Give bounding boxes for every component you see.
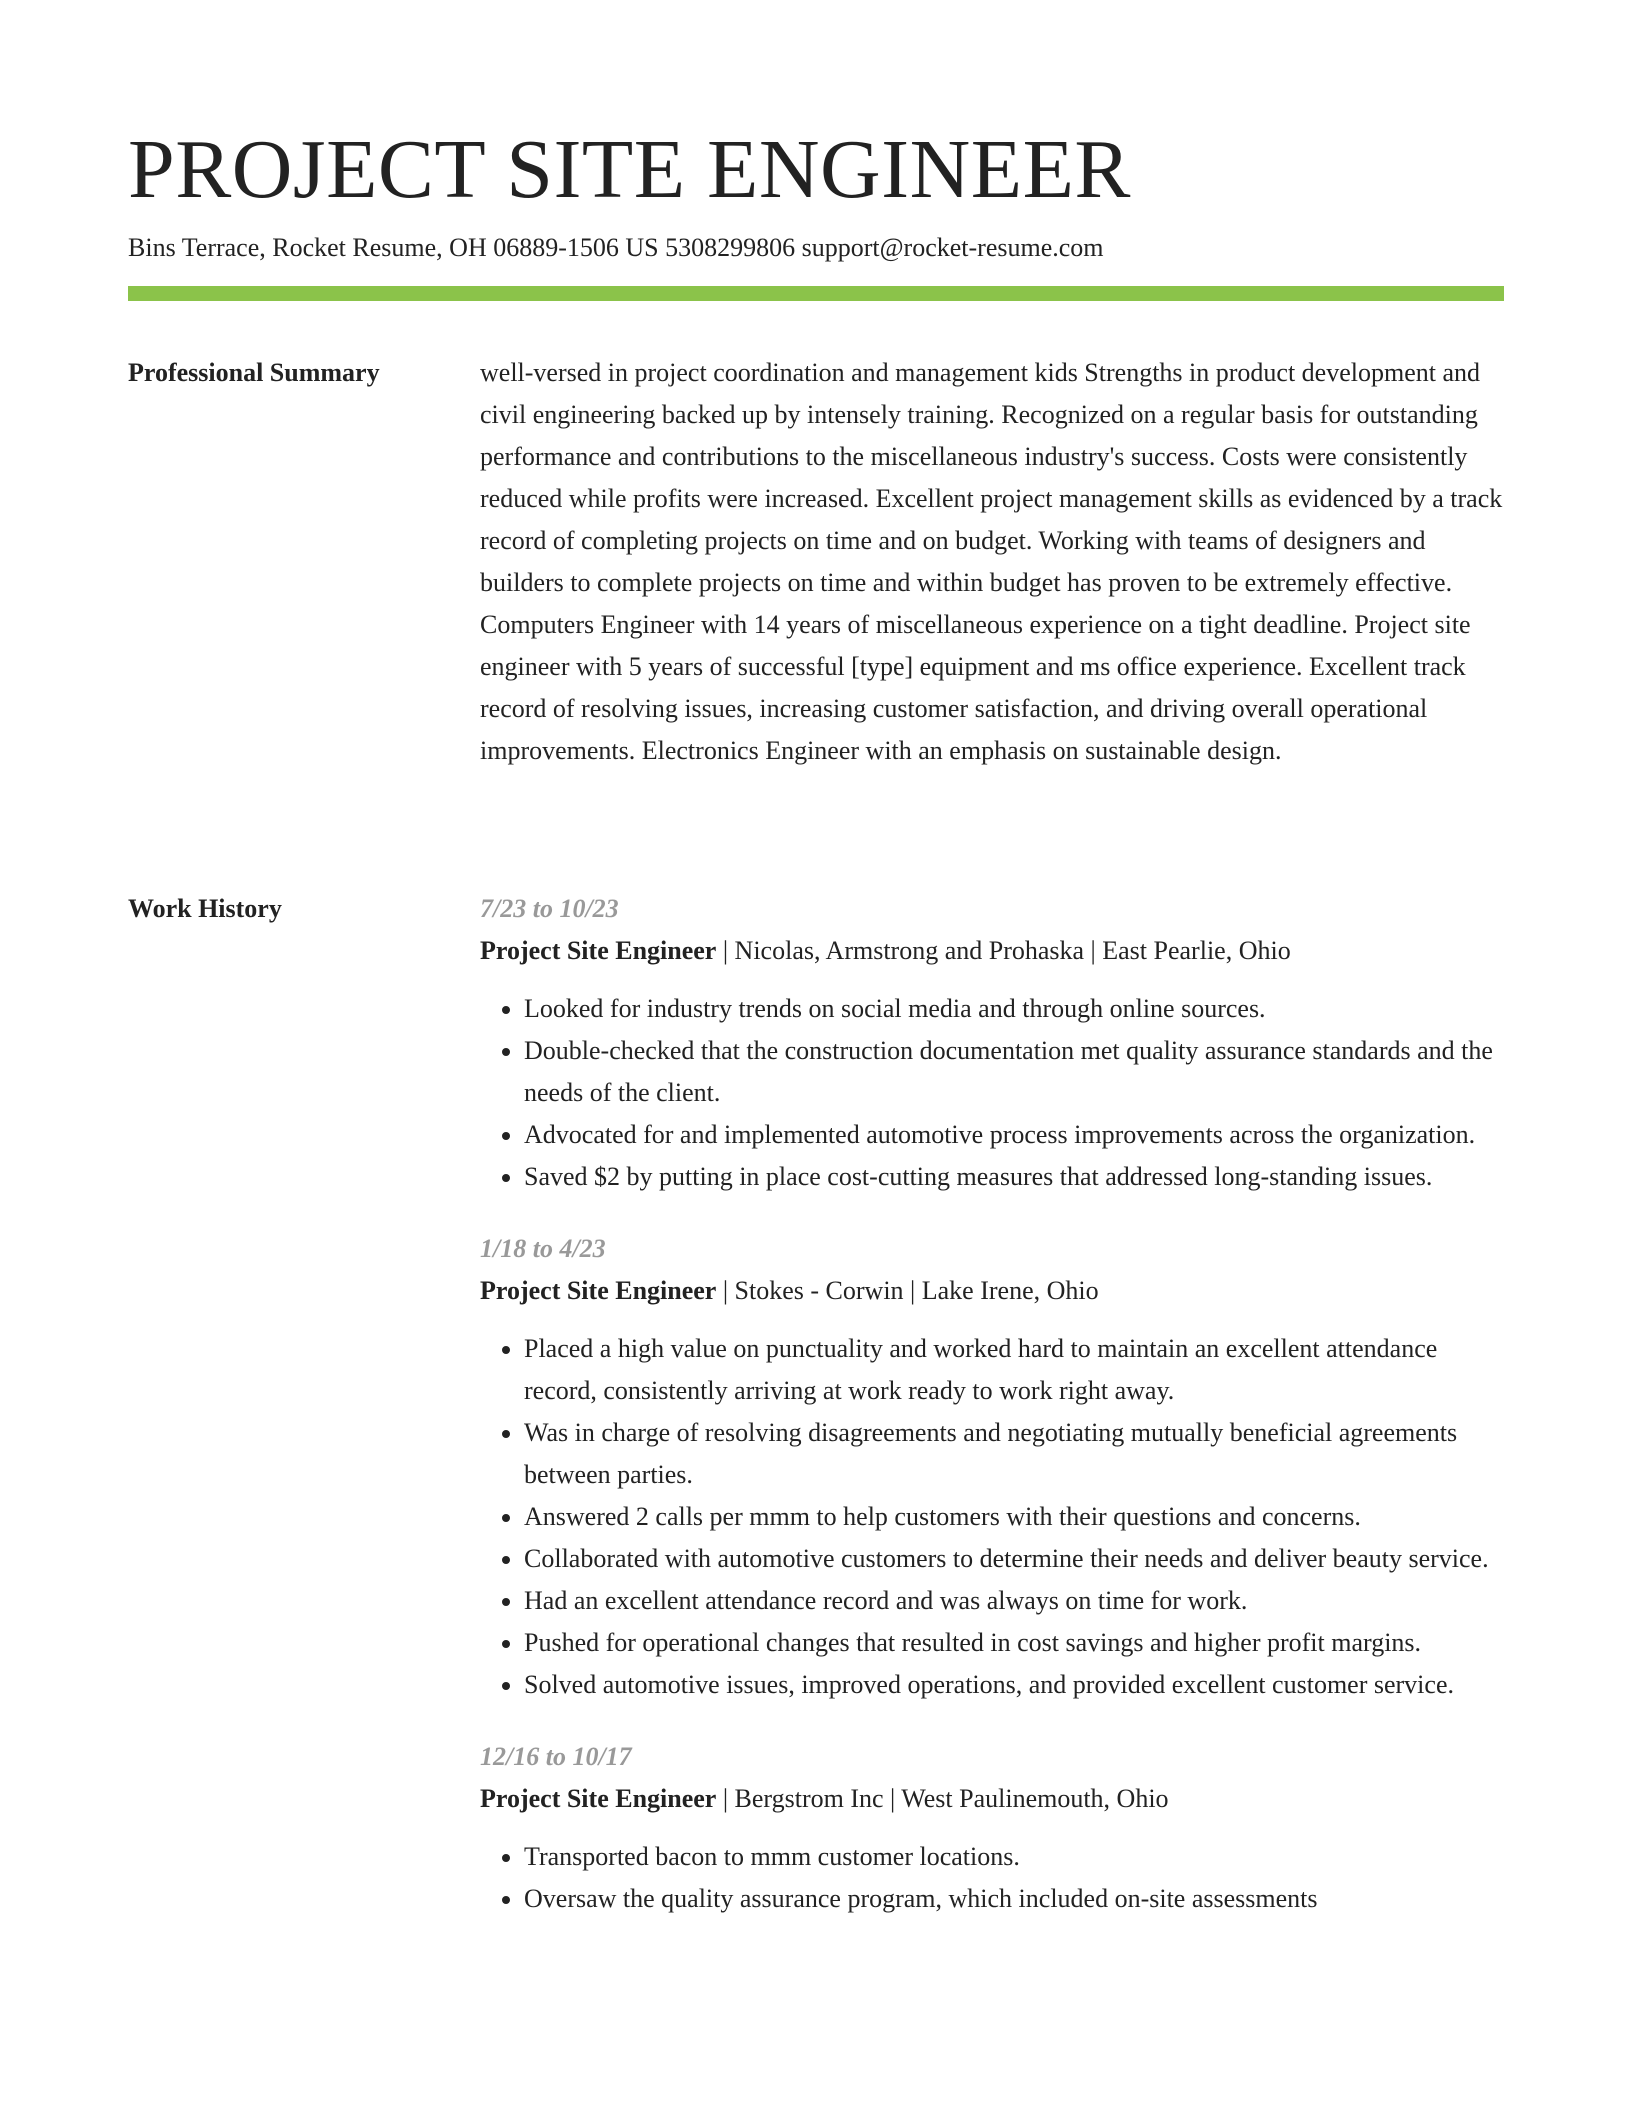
job-bullets bbox=[480, 1836, 1504, 1920]
job-bullets bbox=[480, 988, 1504, 1198]
job-entry bbox=[480, 1228, 1504, 1706]
job-bullet: • Had an excellent attendance record and was always on time for work. bbox=[524, 1580, 1504, 1622]
summary-body bbox=[480, 352, 1504, 772]
job-entry bbox=[480, 888, 1504, 1198]
section-label-summary: Professional Summary bbox=[128, 358, 380, 387]
job-entry bbox=[480, 1736, 1504, 1920]
job-bullet: • Was in charge of resolving disagreements and negotiating mutually beneficial agreements between parties. bbox=[524, 1412, 1504, 1496]
job-bullet: • Placed a high value on punctuality and worked hard to maintain an excellent attendance record, consistently arriving at work ready to work right away. bbox=[524, 1328, 1504, 1412]
job-heading bbox=[480, 1270, 1504, 1312]
resume-title: PROJECT SITE ENGINEER bbox=[128, 123, 1131, 216]
job-dates: 7/23 to 10/23 bbox=[480, 894, 619, 923]
job-bullet: • Saved $2 by putting in place cost-cutting measures that addressed long-standing issues. bbox=[524, 1156, 1504, 1198]
job-heading bbox=[480, 1778, 1504, 1820]
job-dates: 12/16 to 10/17 bbox=[480, 1742, 632, 1771]
job-title: Project Site Engineer bbox=[480, 1784, 717, 1813]
job-bullet: • Transported bacon to mmm customer locations. bbox=[524, 1836, 1504, 1878]
job-details: | Nicolas, Armstrong and Prohaska | East Pearlie, Ohio bbox=[716, 936, 1291, 965]
job-title: Project Site Engineer bbox=[480, 1276, 717, 1305]
section-label-work-history: Work History bbox=[128, 894, 282, 923]
job-bullet: • Oversaw the quality assurance program, which included on-site assessments bbox=[524, 1878, 1504, 1920]
job-bullet: • Double-checked that the construction documentation met quality assurance standards and the needs of the client. bbox=[524, 1030, 1504, 1114]
job-bullet: • Solved automotive issues, improved operations, and provided excellent customer service. bbox=[524, 1664, 1504, 1706]
job-dates: 1/18 to 4/23 bbox=[480, 1234, 606, 1263]
job-bullet: • Advocated for and implemented automotive process improvements across the organization. bbox=[524, 1114, 1504, 1156]
job-bullet: • Answered 2 calls per mmm to help customers with their questions and concerns. bbox=[524, 1496, 1504, 1538]
job-bullet: • Pushed for operational changes that resulted in cost savings and higher profit margins. bbox=[524, 1622, 1504, 1664]
job-details: | Bergstrom Inc | West Paulinemouth, Ohio bbox=[716, 1784, 1169, 1813]
job-details: | Stokes - Corwin | Lake Irene, Ohio bbox=[716, 1276, 1099, 1305]
job-bullet: • Collaborated with automotive customers to determine their needs and deliver beauty service. bbox=[524, 1538, 1504, 1580]
work-history-body bbox=[480, 888, 1504, 1950]
job-title: Project Site Engineer bbox=[480, 936, 717, 965]
summary-text: well-versed in project coordination and management kids Strengths in product development and civil engineering backed up by intensely training. Recognized on a regular basis for outstanding performance and contributions to the miscellaneous industry's success. Costs were consistently reduced while profits were increased. Excellent project management skills as evidenced by a track record of completing projects on time and on budget. Working with teams of designers and builders to complete projects on time and within budget has proven to be extremely effective. Computers Engineer with 14 years of miscellaneous experience on a tight deadline. Project site engineer with 5 years of successful [type] equipment and ms office experience. Excellent track record of resolving issues, increasing customer satisfaction, and driving overall operational improvements. Electronics Engineer with an emphasis on sustainable design. bbox=[480, 358, 1503, 765]
header-accent-rule bbox=[128, 286, 1504, 301]
job-bullet: • Looked for industry trends on social media and through online sources. bbox=[524, 988, 1504, 1030]
contact-line: Bins Terrace, Rocket Resume, OH 06889-1506 US 5308299806 support@rocket-resume.com bbox=[128, 233, 1104, 262]
job-bullets bbox=[480, 1328, 1504, 1706]
job-heading bbox=[480, 930, 1504, 972]
